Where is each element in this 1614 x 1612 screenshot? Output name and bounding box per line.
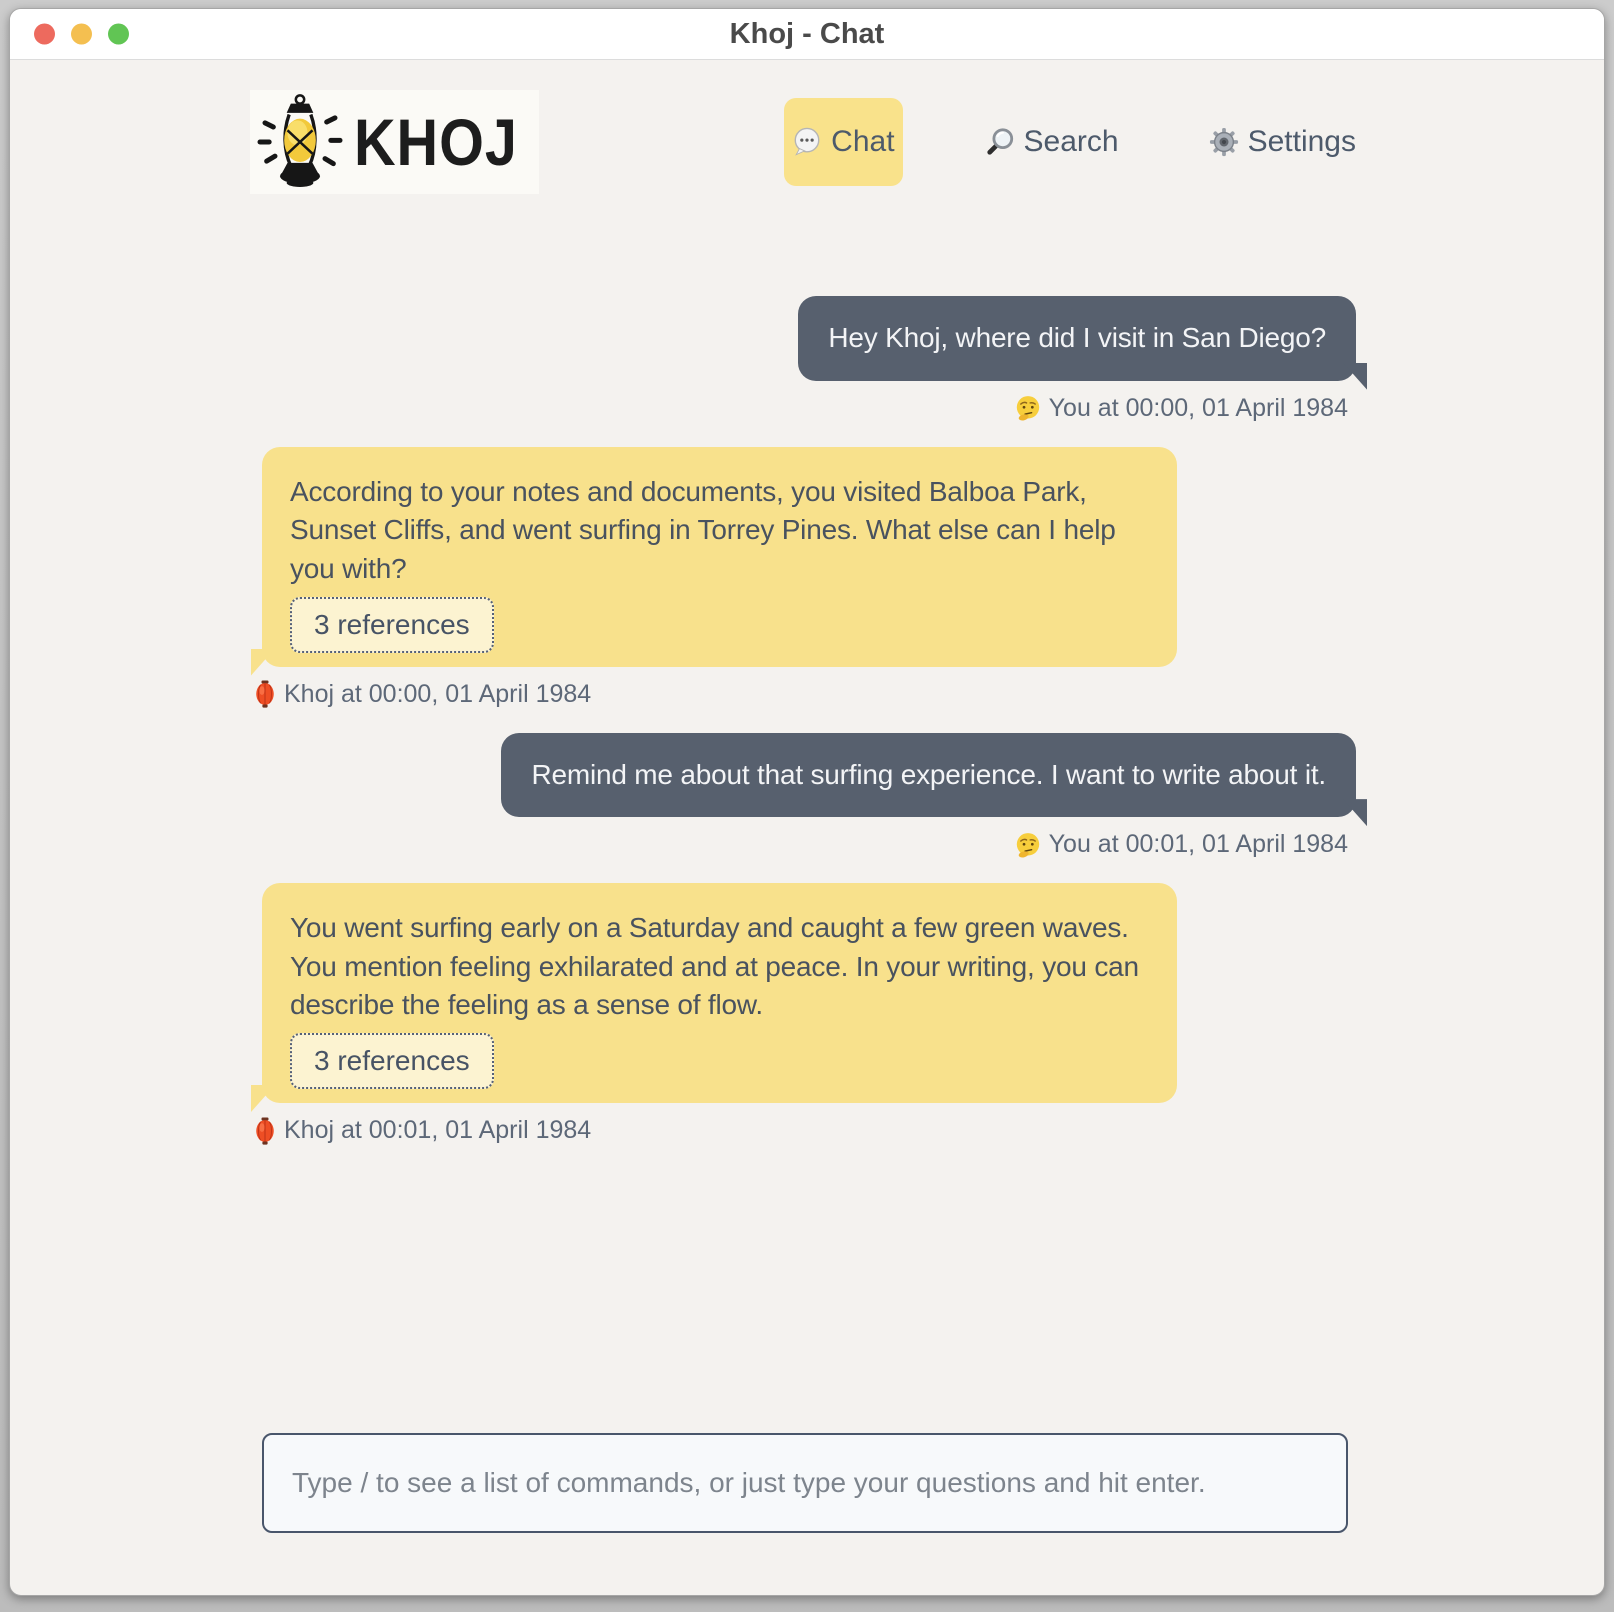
khoj-message-bubble <box>262 447 1177 667</box>
references-button[interactable]: 3 references <box>290 597 494 653</box>
references-button[interactable]: 3 references <box>290 1033 494 1089</box>
message-meta-text: You at 00:01, 01 April 1984 <box>1048 830 1348 859</box>
chat-input-row <box>262 1433 1348 1533</box>
nav-tab-chat[interactable] <box>784 98 902 186</box>
settings-icon <box>1209 127 1239 157</box>
window-title: Khoj - Chat <box>729 17 885 50</box>
user-message-bubble <box>798 296 1356 381</box>
khoj-message-bubble <box>262 883 1177 1103</box>
khoj-logo <box>250 90 539 194</box>
window-controls <box>34 24 129 45</box>
main-nav <box>784 98 1364 186</box>
zoom-window-button[interactable] <box>108 24 129 45</box>
user-message <box>262 296 1356 423</box>
message-text: According to your notes and documents, you visited Balboa Park, Sunset Cliffs, and went surfing in Torrey Pines. What else can I help you with? <box>290 475 1116 584</box>
app-window <box>9 8 1605 1596</box>
user-message <box>262 733 1356 860</box>
message-text: Hey Khoj, where did I visit in San Diego? <box>828 322 1326 353</box>
message-meta <box>1015 394 1348 423</box>
khoj-message <box>262 883 1356 1145</box>
nav-search-label: Search <box>1023 125 1119 158</box>
thinking-face-icon <box>1015 832 1041 858</box>
chat-icon <box>792 127 822 157</box>
message-meta-text: You at 00:00, 01 April 1984 <box>1048 393 1348 422</box>
thinking-face-icon <box>1015 395 1041 421</box>
message-meta <box>1015 830 1348 859</box>
khoj-logo-text: KHOJ <box>354 105 518 179</box>
khoj-lantern-logo-icon <box>254 92 346 192</box>
nav-settings-label: Settings <box>1247 125 1356 158</box>
title-bar <box>10 9 1604 60</box>
message-meta <box>254 680 591 709</box>
nav-tab-settings[interactable] <box>1201 98 1364 186</box>
lantern-icon <box>254 1117 276 1145</box>
nav-chat-label: Chat <box>831 125 895 158</box>
nav-tab-search[interactable] <box>977 98 1127 186</box>
user-message-bubble <box>501 733 1356 818</box>
minimize-window-button[interactable] <box>71 24 92 45</box>
chat-input[interactable] <box>262 1433 1348 1533</box>
chat-history <box>10 204 1604 1595</box>
lantern-icon <box>254 680 276 708</box>
message-meta-text: Khoj at 00:00, 01 April 1984 <box>284 679 592 708</box>
top-bar <box>10 60 1604 204</box>
search-icon <box>985 127 1015 157</box>
khoj-message <box>262 447 1356 709</box>
message-meta-text: Khoj at 00:01, 01 April 1984 <box>284 1116 592 1144</box>
close-window-button[interactable] <box>34 24 55 45</box>
message-text: You went surfing early on a Saturday and caught a few green waves. You mention feeling exhilarated and at peace. In your writing, you can describe the feeling as a sense of flow. <box>290 912 1139 1021</box>
message-text: Remind me about that surfing experience. I want to write about it. <box>531 758 1326 790</box>
message-meta <box>254 1116 591 1145</box>
